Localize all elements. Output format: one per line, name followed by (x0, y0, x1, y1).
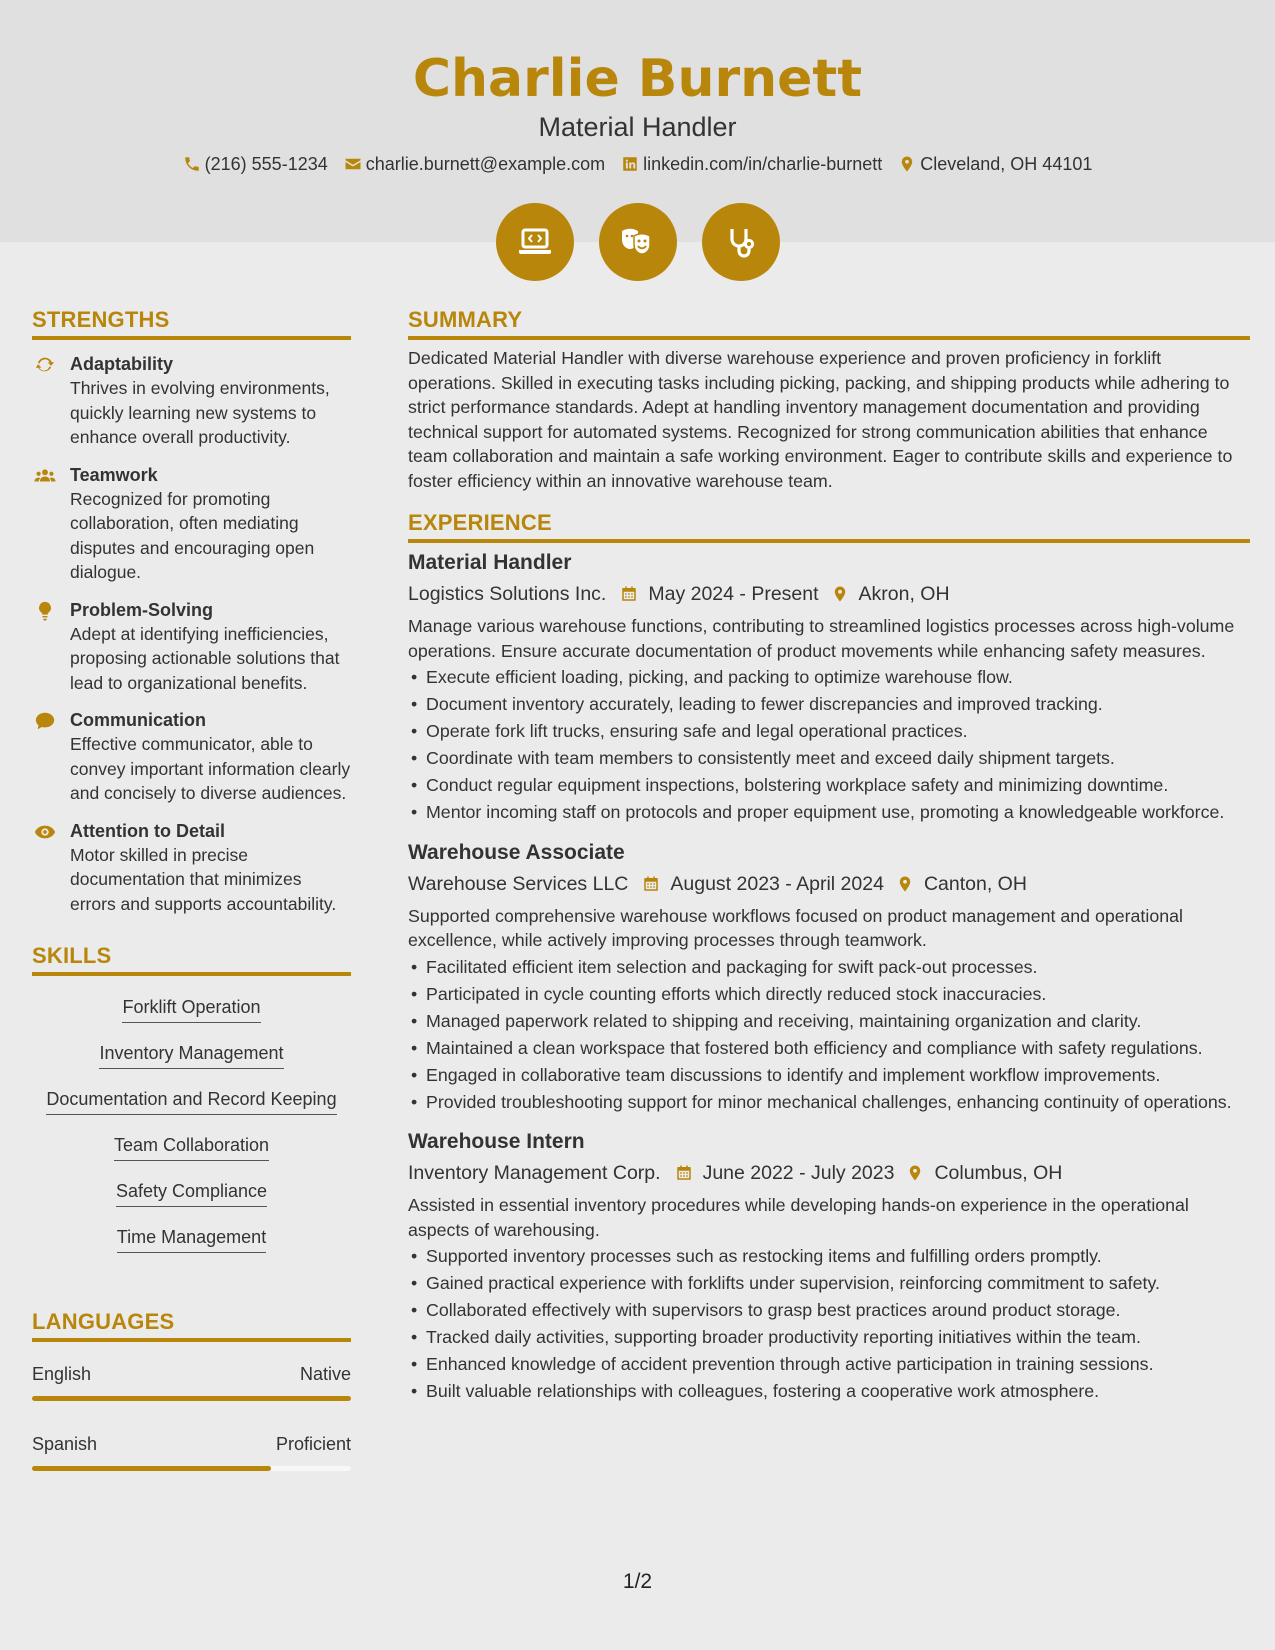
contact-email[interactable] (344, 152, 605, 176)
strength-title: Teamwork (70, 464, 158, 485)
job-dates: August 2023 - April 2024 (670, 872, 884, 895)
linkedin-icon (621, 155, 639, 173)
language-name: English (32, 1364, 92, 1384)
map-pin-icon (896, 875, 914, 893)
job-bullets (408, 1244, 1250, 1404)
company-name: Warehouse Services LLC (408, 872, 629, 895)
language-proficiency-bar (32, 1396, 351, 1401)
job-location: Columbus, OH (934, 1162, 1063, 1184)
job-bullets (408, 955, 1250, 1115)
strength-item (32, 598, 351, 696)
strength-title: Communication (70, 710, 207, 730)
bullet-item: • Built valuable relationships with colleagues, fostering a cooperative work atmosphere. (408, 1379, 1250, 1404)
theater-masks-icon (599, 203, 677, 281)
job-location: Akron, OH (858, 583, 950, 605)
skills-heading: SKILLS (32, 942, 351, 976)
summary-heading: SUMMARY (408, 306, 1250, 340)
bullet-item: • Participated in cycle counting efforts which directly reduced stock inaccuracies. (408, 982, 1250, 1007)
linkedin-text: linkedin.com/in/charlie-burnett (643, 154, 883, 174)
job-dates: June 2022 - July 2023 (702, 1162, 895, 1184)
candidate-title: Material Handler (538, 112, 737, 142)
languages-heading: LANGUAGES (32, 1308, 351, 1342)
bullet-item: • Provided troubleshooting support for minor mechanical challenges, enhancing continuity of operations. (408, 1090, 1250, 1115)
laptop-code-icon (496, 203, 574, 281)
envelope-icon (344, 155, 362, 173)
calendar-icon (675, 1164, 693, 1182)
contact-location (898, 152, 1092, 176)
candidate-name: Charlie Burnett (412, 49, 863, 109)
contact-linkedin[interactable] (621, 152, 882, 176)
experience-entry (408, 839, 1250, 1115)
location-text: Cleveland, OH 44101 (920, 154, 1093, 174)
bullet-item: • Mentor incoming staff on protocols and proper equipment use, promoting a knowledgeable workforce. (408, 800, 1250, 825)
job-meta (408, 580, 1250, 608)
job-location: Canton, OH (923, 872, 1027, 895)
contact-bar (0, 152, 1275, 176)
strengths-heading: STRENGTHS (32, 306, 351, 340)
job-title: Warehouse Intern (408, 1130, 585, 1153)
job-description: Assisted in essential inventory procedures while developing hands-on experience in the operational aspects of warehousing. (408, 1195, 1189, 1240)
strength-desc: Motor skilled in precise documentation that minimizes errors and supports accountability. (70, 844, 337, 914)
eye-icon (34, 821, 56, 843)
lightbulb-icon (34, 600, 56, 622)
strength-item (32, 819, 351, 917)
job-dates: May 2024 - Present (648, 583, 819, 605)
calendar-icon (642, 875, 660, 893)
bullet-item: • Conduct regular equipment inspections, bolstering workplace safety and minimizing downtime. (408, 773, 1250, 798)
bullet-item: • Facilitated efficient item selection and packaging for swift pack-out processes. (408, 955, 1250, 980)
skill-item: Inventory Management (99, 1038, 283, 1069)
language-proficiency-fill (32, 1466, 271, 1471)
job-description: Supported comprehensive warehouse workflows focused on product management and operational excellence, while actively improving processes through teamwork. (408, 905, 1183, 950)
skill-item: Documentation and Record Keeping (46, 1084, 336, 1115)
bullet-item: • Enhanced knowledge of accident prevention through active participation in training sessions. (408, 1352, 1250, 1377)
language-proficiency-bar (32, 1466, 351, 1471)
bullet-item: • Gained practical experience with forklifts under supervision, reinforcing commitment to safety. (408, 1271, 1250, 1296)
experience-heading: EXPERIENCE (408, 509, 1250, 543)
job-meta (408, 870, 1250, 898)
bullet-item: • Engaged in collaborative team discussions to identify and implement workflow improvements. (408, 1063, 1250, 1088)
email-text: charlie.burnett@example.com (365, 154, 606, 174)
language-name: Spanish (32, 1434, 98, 1454)
strength-title: Attention to Detail (70, 820, 225, 841)
skill-item: Time Management (117, 1222, 266, 1253)
map-pin-icon (831, 585, 849, 603)
strength-title: Problem-Solving (70, 599, 214, 620)
strength-desc: Thrives in evolving environments, quickly learning new systems to enhance overall productivity. (70, 378, 330, 447)
calendar-icon (620, 585, 638, 603)
experience-entry (408, 549, 1250, 825)
hobby-icons (0, 203, 1275, 281)
job-meta (408, 1159, 1250, 1187)
right-column (408, 306, 1250, 1418)
company-name: Inventory Management Corp. (408, 1162, 661, 1184)
strength-desc: Adept at identifying inefficiencies, proposing actionable solutions that lead to organizational benefits. (70, 623, 340, 693)
language-level: Native (299, 1364, 351, 1384)
bullet-item: • Supported inventory processes such as restocking items and fulfilling orders promptly. (408, 1244, 1250, 1269)
bullet-item: • Managed paperwork related to shipping and receiving, maintaining organization and clarity. (408, 1009, 1250, 1034)
bullet-item: • Collaborated effectively with supervisors to grasp best practices around product storage. (408, 1298, 1250, 1323)
phone-text: (216) 555-1234 (204, 154, 328, 174)
skill-item: Forklift Operation (122, 992, 260, 1023)
bullet-item: • Document inventory accurately, leading to fewer discrepancies and improved tracking. (408, 692, 1250, 717)
strength-item (32, 463, 351, 585)
page-number: 1/2 (622, 1570, 653, 1593)
job-bullets (408, 665, 1250, 825)
map-pin-icon (898, 155, 916, 173)
phone-icon (183, 155, 201, 173)
bullet-item: • Tracked daily activities, supporting broader productivity reporting initiatives within the team. (408, 1325, 1250, 1350)
language-item (32, 1432, 351, 1471)
job-description: Manage various warehouse functions, contributing to streamlined logistics processes across high-volume operations. Ensure accurate documentation of product movements while enhancing safety measures. (408, 616, 1235, 661)
skills-list (32, 992, 351, 1268)
users-icon (34, 465, 56, 487)
summary-text: Dedicated Material Handler with diverse warehouse experience and proven proficiency in forklift operations. Skilled in executing tasks including picking, packing, and shipping products while adhering to strict performance standards. Adept at handling inventory management documentation and providing technical support for automated systems. Recognized for strong communication abilities that enhance team collaboration and maintain a safe working environment. Eager to contribute skills and experience to foster efficiency within an innovative warehouse team. (408, 348, 1233, 491)
job-title: Warehouse Associate (408, 840, 625, 864)
skill-item: Team Collaboration (114, 1130, 269, 1161)
experience-entry (408, 1128, 1250, 1404)
strength-item (32, 352, 351, 450)
bullet-item: • Operate fork lift trucks, ensuring safe and legal operational practices. (408, 719, 1250, 744)
bullet-item: • Maintained a clean workspace that fostered both efficiency and compliance with safety regulations. (408, 1036, 1250, 1061)
job-title: Material Handler (408, 551, 572, 574)
stethoscope-icon (702, 203, 780, 281)
skill-item: Safety Compliance (116, 1176, 267, 1207)
strength-desc: Effective communicator, able to convey important information clearly and concisely to diverse audiences. (70, 734, 351, 803)
bullet-item: • Coordinate with team members to consistently meet and exceed daily shipment targets. (408, 746, 1250, 771)
sync-icon (34, 354, 56, 376)
company-name: Logistics Solutions Inc. (408, 583, 607, 605)
map-pin-icon (906, 1164, 924, 1182)
left-column (32, 306, 351, 1502)
bullet-item: • Execute efficient loading, picking, and packing to optimize warehouse flow. (408, 665, 1250, 690)
language-level: Proficient (275, 1434, 351, 1454)
contact-phone[interactable] (183, 152, 328, 176)
strength-title: Adaptability (70, 354, 174, 374)
comment-icon (34, 710, 56, 732)
language-proficiency-fill (32, 1396, 351, 1401)
strength-item (32, 708, 351, 806)
language-item (32, 1362, 351, 1401)
strength-desc: Recognized for promoting collaboration, often mediating disputes and encouraging open dialogue. (70, 488, 315, 582)
